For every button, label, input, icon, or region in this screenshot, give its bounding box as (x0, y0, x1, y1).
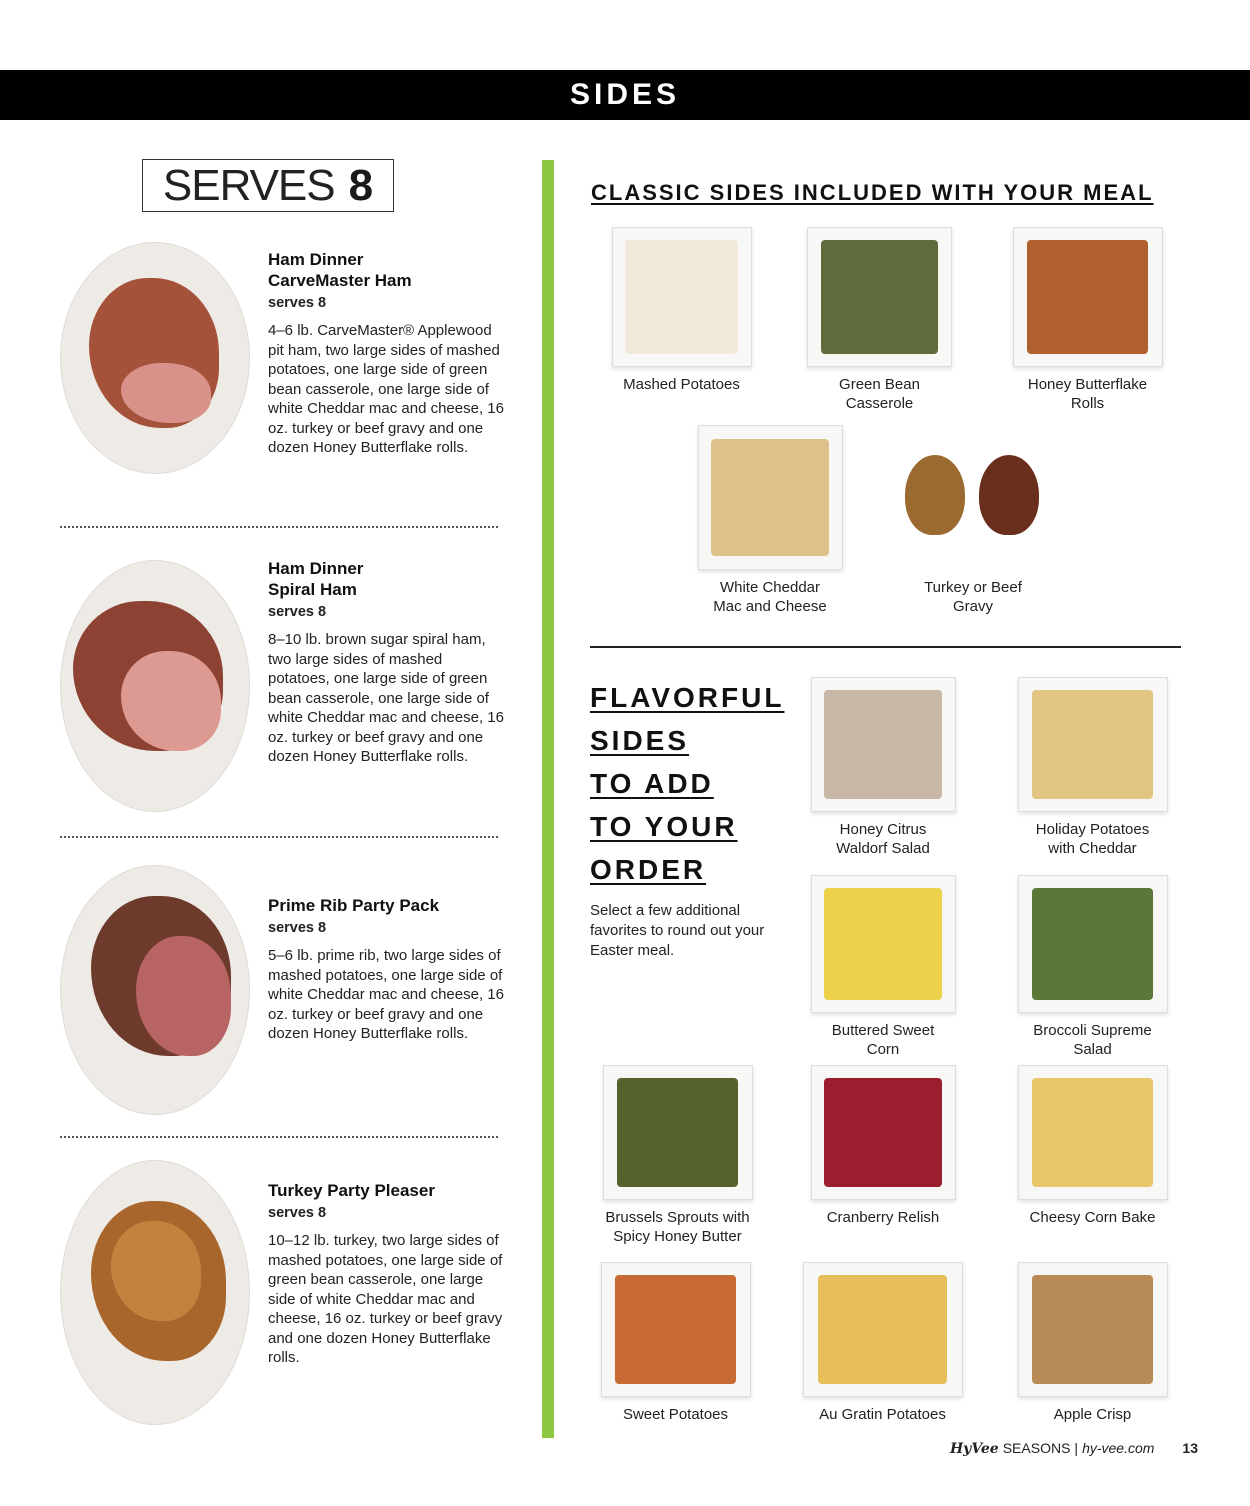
section-banner (0, 70, 1250, 120)
side-cheesy-corn-bake (1015, 1065, 1170, 1227)
dinner-serves: serves 8 (268, 295, 327, 311)
brand-logo: HyVee (949, 1441, 999, 1457)
side-cranberry-relish (808, 1065, 958, 1227)
side-caption: Honey Citrus Waldorf Salad (836, 821, 930, 857)
side-green-bean-casserole (802, 227, 957, 413)
side-broccoli-salad (1015, 875, 1170, 1059)
dinner-description: 5–6 lb. prime rib, two large sides of mashed potatoes, one large side of white Cheddar mac and cheese, 16 oz. turkey or beef gravy and one dozen Honey Butterflake rolls. (268, 947, 504, 1042)
flavorful-intro: Select a few additional favorites to round out your Easter meal. (590, 902, 765, 959)
side-au-gratin-potatoes (800, 1262, 965, 1424)
section-rule (590, 646, 1181, 648)
side-caption: Apple Crisp (1053, 1406, 1132, 1423)
dinner-prime-rib (268, 895, 508, 1044)
side-gravy (893, 425, 1053, 616)
side-mashed-potatoes (604, 227, 759, 394)
serves-label: SERVES (162, 160, 335, 210)
dinner-spiral-ham (268, 558, 508, 767)
dinner-title: Turkey Party Pleaser (268, 1181, 435, 1200)
dinner-title: Ham Dinner (268, 250, 364, 269)
dinner-title: Ham Dinner (268, 559, 364, 578)
dinner-title: Prime Rib Party Pack (268, 896, 440, 915)
dinner-subtitle: CarveMaster Ham (268, 271, 412, 290)
side-caption: White Cheddar Mac and Cheese (713, 579, 827, 615)
side-caption: Green Bean Casserole (839, 376, 920, 412)
side-holiday-potatoes (1015, 677, 1170, 858)
side-caption: Turkey or Beef Gravy (924, 579, 1022, 615)
footer-divider: | (1074, 1440, 1079, 1456)
banner-title: SIDES (569, 78, 681, 111)
prime-rib-photo (60, 865, 250, 1115)
divider (60, 836, 498, 838)
dinner-description: 10–12 lb. turkey, two large sides of mashed potatoes, one large side of green bean casserole, one large side of white Cheddar mac and cheese, 16 oz. turkey or beef gravy and one dozen Honey Butterflake rolls. (268, 1232, 503, 1366)
side-caption: Brussels Sprouts with Spicy Honey Butter (605, 1209, 750, 1245)
dinner-serves: serves 8 (268, 604, 327, 620)
footer-seasons: SEASONS (1002, 1440, 1071, 1456)
page-number: 13 (1182, 1440, 1198, 1456)
side-caption: Cranberry Relish (826, 1209, 940, 1226)
turkey-photo (60, 1160, 250, 1425)
dinner-subtitle: Spiral Ham (268, 580, 357, 599)
carvemaster-ham-photo (60, 242, 250, 474)
side-buttered-sweet-corn (808, 875, 958, 1059)
divider (60, 526, 498, 528)
flavorful-sides-heading: FLAVORFUL SIDES TO ADD TO YOUR ORDER (590, 682, 785, 885)
side-waldorf-salad (808, 677, 958, 858)
side-caption: Honey Butterflake Rolls (1027, 376, 1148, 412)
side-caption: Holiday Potatoes with Cheddar (1035, 821, 1150, 857)
side-honey-butterflake-rolls (1010, 227, 1165, 413)
footer-site: hy-vee.com (1082, 1440, 1155, 1456)
side-caption: Au Gratin Potatoes (819, 1406, 946, 1423)
side-caption: Cheesy Corn Bake (1029, 1209, 1156, 1226)
side-caption: Mashed Potatoes (623, 376, 740, 393)
serves-number: 8 (348, 160, 374, 210)
side-sweet-potatoes (598, 1262, 753, 1424)
dinner-serves: serves 8 (268, 1205, 327, 1221)
dinner-serves: serves 8 (268, 920, 327, 936)
page-footer (950, 1440, 1198, 1457)
dinner-description: 8–10 lb. brown sugar spiral ham, two large sides of mashed potatoes, one large side of green bean casserole, one large side of white Cheddar mac and cheese, 16 oz. turkey or beef gravy and one dozen Honey Butterflake rolls. (268, 631, 504, 765)
dinner-description: 4–6 lb. CarveMaster® Applewood pit ham, two large sides of mashed potatoes, one large side of green bean casserole, one large side of white Cheddar mac and cheese, 16 oz. turkey or beef gravy and one dozen Honey Butterflake rolls. (268, 322, 504, 456)
accent-bar (542, 160, 554, 1438)
classic-sides-heading: CLASSIC SIDES INCLUDED WITH YOUR MEAL (591, 180, 1154, 205)
side-caption: Buttered Sweet Corn (831, 1022, 935, 1058)
dinner-carvemaster-ham (268, 249, 508, 458)
divider (60, 1136, 498, 1138)
side-apple-crisp (1015, 1262, 1170, 1424)
dinner-turkey (268, 1180, 508, 1368)
side-brussels-sprouts (595, 1065, 760, 1246)
side-white-cheddar-mac (690, 425, 850, 616)
side-caption: Sweet Potatoes (622, 1406, 729, 1423)
side-caption: Broccoli Supreme Salad (1033, 1022, 1152, 1058)
serves-badge (142, 159, 394, 212)
spiral-ham-photo (60, 560, 250, 812)
